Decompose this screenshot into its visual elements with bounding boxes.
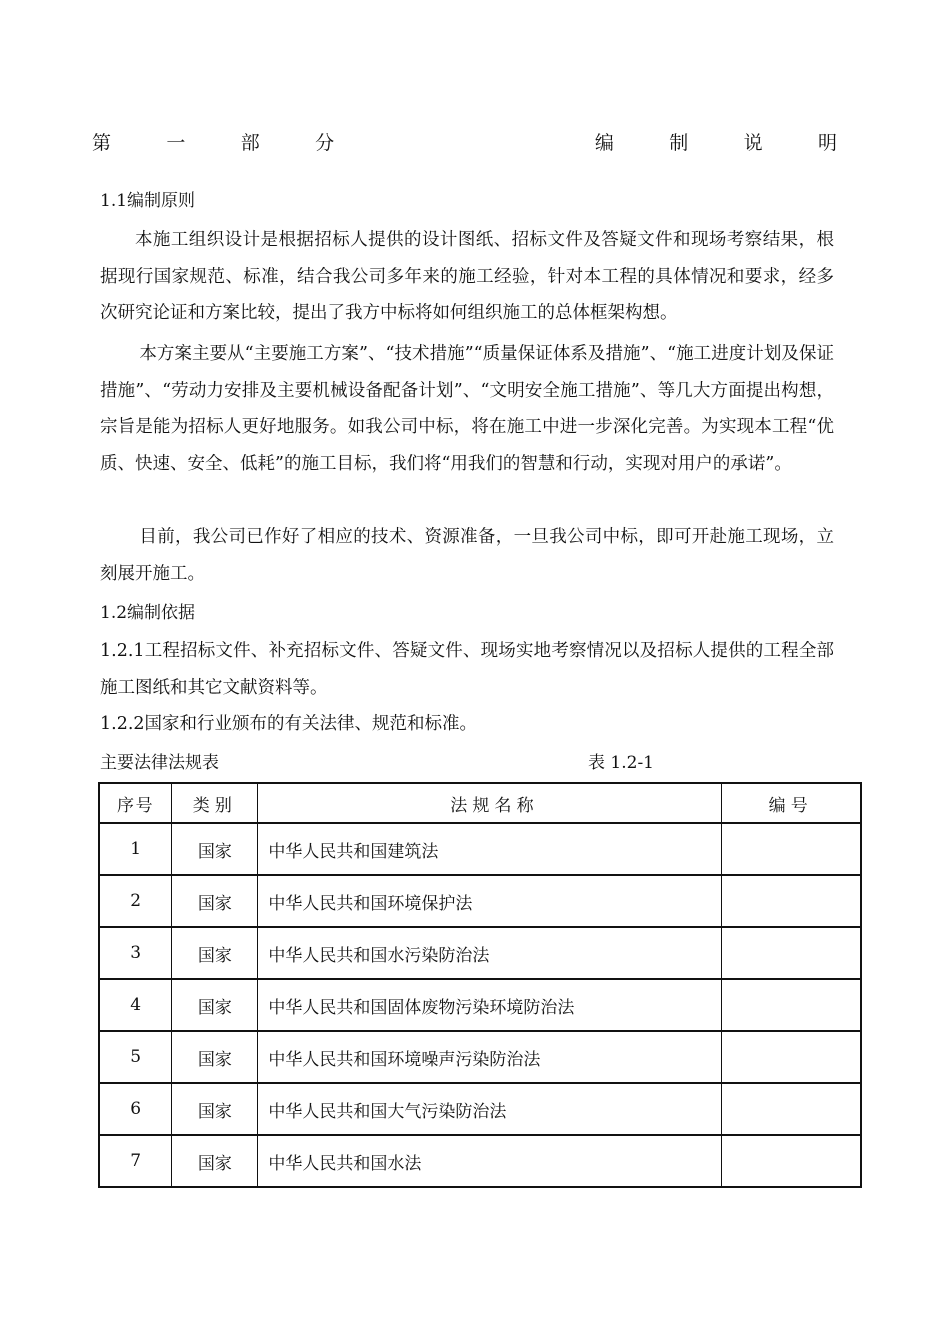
cell-code	[722, 876, 860, 928]
title-char: 一	[166, 132, 186, 154]
title-char: 部	[240, 132, 260, 154]
title-char: 编	[594, 132, 614, 154]
table-row	[100, 876, 860, 928]
cell-code	[722, 824, 860, 876]
paragraph-principle: 本施工组织设计是根据招标人提供的设计图纸、招标文件及答疑文件和现场考察结果，根据现行国家规范、标准，结合我公司多年来的施工经验，针对本工程的具体情况和要求，经多次研究论证和方案比较，提出了我方中标将如何组织施工的总体框架构想。	[100, 230, 834, 323]
title-char: 分	[315, 132, 335, 154]
table-row	[100, 1032, 860, 1084]
cell-category: 国家	[172, 876, 258, 928]
cell-category: 国家	[172, 928, 258, 980]
regulations-table	[98, 782, 862, 1188]
cell-no: 3	[100, 928, 172, 980]
cell-name: 中华人民共和国环境噪声污染防治法	[258, 1032, 721, 1084]
table-row	[100, 1136, 860, 1186]
title-spacer	[390, 128, 540, 158]
cell-code	[722, 1032, 860, 1084]
header-no: 序号	[100, 784, 172, 824]
header-code: 编号	[722, 784, 860, 824]
cell-name: 中华人民共和国大气污染防治法	[258, 1084, 721, 1136]
cell-no: 1	[100, 824, 172, 876]
table-row	[100, 824, 860, 876]
cell-name: 中华人民共和国水法	[258, 1136, 721, 1186]
basis-item-1: 1.2.1工程招标文件、补充招标文件、答疑文件、现场实地考察情况以及招标人提供的工程全部施工图纸和其它文献资料等。	[100, 641, 834, 698]
cell-no: 5	[100, 1032, 172, 1084]
table-row	[100, 980, 860, 1032]
cell-no: 7	[100, 1136, 172, 1186]
cell-code	[722, 928, 860, 980]
cell-code	[722, 1084, 860, 1136]
title-char: 明	[817, 132, 837, 154]
cell-no: 4	[100, 980, 172, 1032]
cell-category: 国家	[172, 824, 258, 876]
page-title	[92, 128, 837, 158]
cell-no: 6	[100, 1084, 172, 1136]
cell-name: 中华人民共和国环境保护法	[258, 876, 721, 928]
title-char: 第	[92, 132, 112, 154]
header-name: 法规名称	[258, 784, 721, 824]
table-header-row	[100, 784, 860, 824]
section-heading-1-1: 1.1编制原则	[100, 191, 196, 211]
cell-category: 国家	[172, 1032, 258, 1084]
title-char: 说	[743, 132, 763, 154]
table-row	[100, 928, 860, 980]
basis-item-2: 1.2.2国家和行业颁布的有关法律、规范和标准。	[100, 714, 478, 734]
cell-category: 国家	[172, 1136, 258, 1186]
cell-code	[722, 1136, 860, 1186]
cell-category: 国家	[172, 980, 258, 1032]
title-char: 制	[669, 132, 689, 154]
cell-name: 中华人民共和国固体废物污染环境防治法	[258, 980, 721, 1032]
table-number: 表 1.2-1	[588, 753, 654, 773]
cell-category: 国家	[172, 1084, 258, 1136]
table-row	[100, 1084, 860, 1136]
cell-no: 2	[100, 876, 172, 928]
cell-name: 中华人民共和国水污染防治法	[258, 928, 721, 980]
table-caption: 主要法律法规表	[100, 753, 219, 773]
cell-code	[722, 980, 860, 1032]
cell-name: 中华人民共和国建筑法	[258, 824, 721, 876]
paragraph-readiness: 目前，我公司已作好了相应的技术、资源准备，一旦我公司中标，即可开赴施工现场，立刻展开施工。	[100, 527, 834, 584]
header-category: 类别	[172, 784, 258, 824]
paragraph-scheme: 本方案主要从“主要施工方案”、“技术措施”“质量保证体系及措施”、“施工进度计划及保证措施”、“劳动力安排及主要机械设备配备计划”、“文明安全施工措施”、等几大方面提出构想，宗旨是能为招标人更好地服务。如我公司中标，将在施工中进一步深化完善。为实现本工程“优质、快速、安全、低耗”的施工目标，我们将“用我们的智慧和行动，实现对用户的承诺”。	[100, 344, 834, 474]
section-heading-1-2: 1.2编制依据	[100, 603, 196, 623]
